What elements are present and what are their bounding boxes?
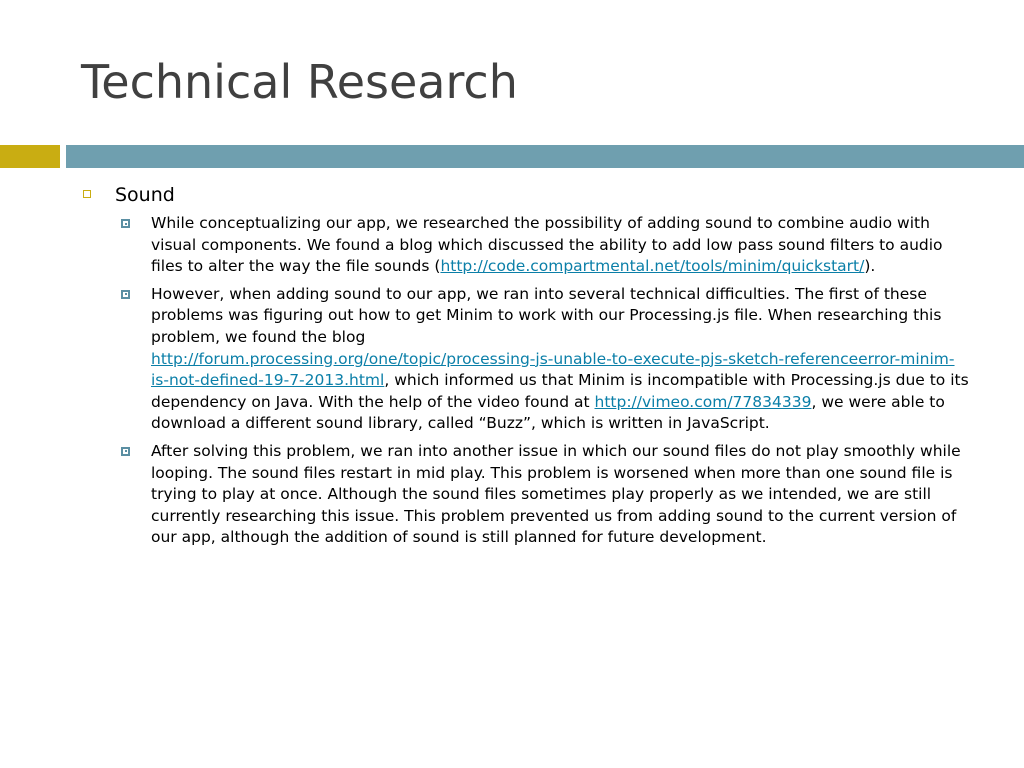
sub-bullet-text: After solving this problem, we ran into another issue in which our sound files do not play smoothly while looping. The sound files restart in mid play. This problem is worsened when more than one sound file is trying to play at once. Although the sound files sometimes play properly as we intended, we are still currently researching this issue. This problem prevented us from adding sound to the current version of our app, although the addition of sound is still planned for future development. xyxy=(151,441,961,547)
sub-bullet-list xyxy=(80,213,980,549)
sub-bullet-item xyxy=(118,284,971,435)
square-bullet-icon xyxy=(121,447,130,456)
processing-forum-link[interactable]: http://forum.processing.org/one/topic/processing-js-unable-to-execute-pjs-sketch-referenceerror-minim-is-not-defined-19-7-2013.html xyxy=(151,349,955,390)
square-bullet-icon xyxy=(121,290,130,299)
sub-bullet-text: , we were able to download a different sound library, called “Buzz”, which is written in JavaScript. xyxy=(151,392,945,433)
sub-bullet-text: While conceptualizing our app, we researched the possibility of adding sound to combine audio with visual components. We found a blog which discussed the ability to add low pass sound filters to audio files to alter the way the file sounds ( xyxy=(151,214,943,276)
sub-bullet-item xyxy=(118,213,971,278)
slide-title: Technical Research xyxy=(81,55,518,109)
sub-bullet-text: , which informed us that Minim is incompatible with Processing.js due to its dependency on Java. With the help of the video found at xyxy=(151,371,969,411)
sub-bullet-text: However, when adding sound to our app, we ran into several technical difficulties. The first of these problems was figuring out how to get Minim to work with our Processing.js file. When researching this problem, we found the blog xyxy=(151,284,942,346)
bullet-sound-label: Sound xyxy=(115,184,175,206)
square-bullet-icon xyxy=(121,219,130,228)
minim-quickstart-link[interactable]: http://code.compartmental.net/tools/minim/quickstart/ xyxy=(440,257,865,276)
accent-bar-gold xyxy=(0,145,60,168)
slide-content xyxy=(80,182,980,555)
vimeo-link[interactable]: http://vimeo.com/77834339 xyxy=(594,392,812,411)
sub-bullet-item xyxy=(118,441,971,549)
accent-bar-blue xyxy=(66,145,1024,168)
sub-bullet-text: ). xyxy=(864,257,876,276)
hollow-square-bullet-icon xyxy=(83,190,91,198)
bullet-sound xyxy=(80,182,980,208)
